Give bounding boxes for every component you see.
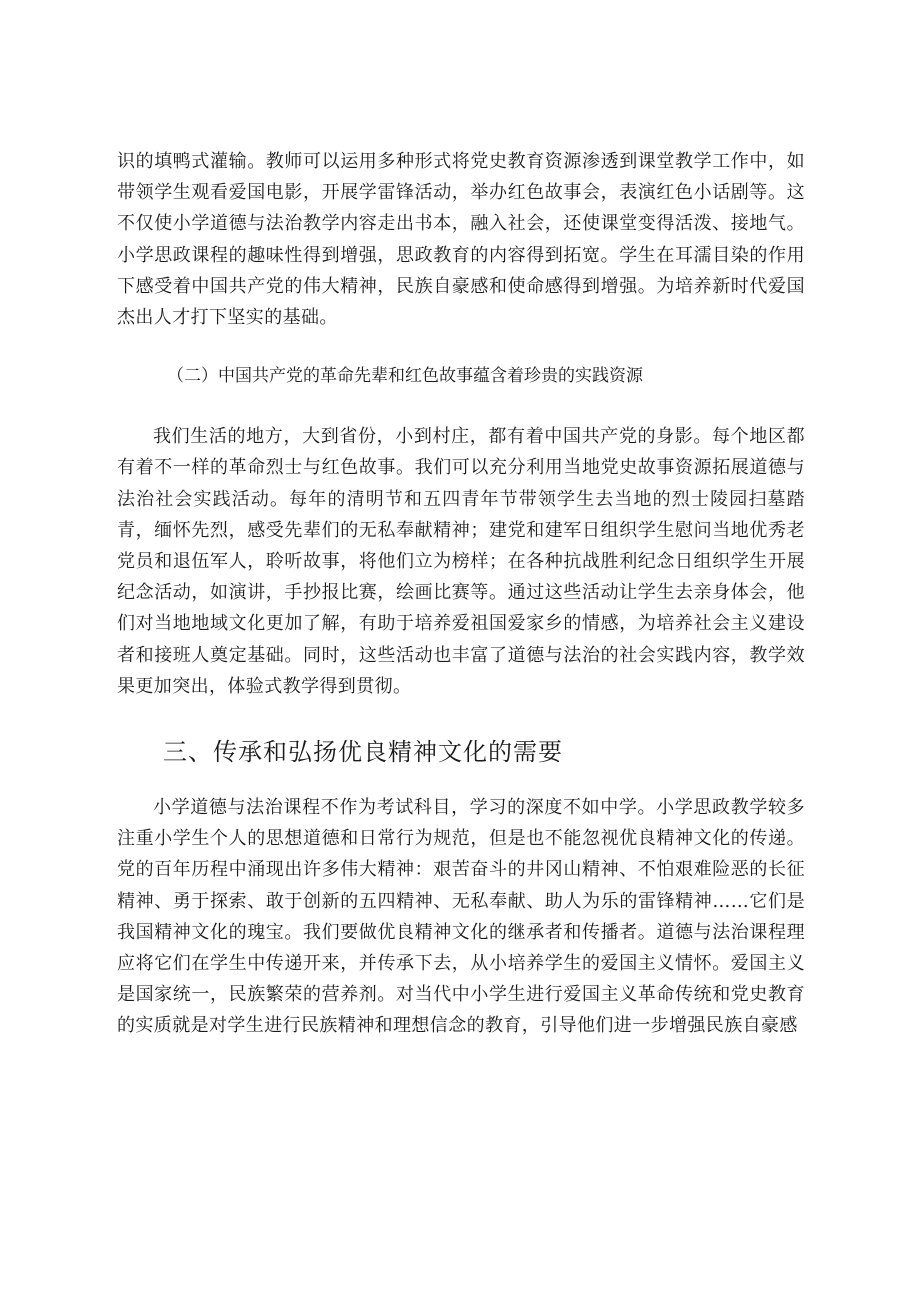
paragraph-spiritual-culture: 小学道德与法治课程不作为考试科目，学习的深度不如中学。小学思政教学较多注重小学生个人的思想道德和日常行为规范，但是也不能忽视优良精神文化的传递。党的百年历程中涌现出许多伟大精神：艰苦奋斗的井冈山精神、不怕艰难险恶的长征精神、勇于探索、敢于创新的五四精神、无私奉献、助人为乐的雷锋精神……它们是我国精神文化的瑰宝。我们要做优良精神文化的继承者和传播者。道德与法治课程理应将它们在学生中传递开来，并传承下去，从小培养学生的爱国主义情怀。爱国主义是国家统一，民族繁荣的营养剂。对当代中小学生进行爱国主义革命传统和党史教育的实质就是对学生进行民族精神和理想信念的教育，引导他们进一步增强民族自豪感: [117, 797, 805, 1037]
section-heading: 三、传承和弘扬优良精神文化的需要: [163, 738, 563, 767]
document-page: [117, 146, 805, 1042]
paragraph-practice-resources: 我们生活的地方，大到省份，小到村庄，都有着中国共产党的身影。每个地区都有着不一样的革命烈士与红色故事。我们可以充分利用当地党史故事资源拓展道德与法治社会实践活动。每年的清明节和五四青年节带领学生去当地的烈士陵园扫墓踏青，缅怀先烈，感受先辈们的无私奉献精神；建党和建军日组织学生慰问当地优秀老党员和退伍军人，聆听故事，将他们立为榜样；在各种抗战胜利纪念日组织学生开展纪念活动，如演讲，手抄报比赛，绘画比赛等。通过这些活动让学生去亲身体会，他们对当地地域文化更加了解，有助于培养爱祖国爱家乡的情感，为培养社会主义建设者和接班人奠定基础。同时，这些活动也丰富了道德与法治的社会实践内容，教学效果更加突出，体验式教学得到贯彻。: [117, 426, 805, 697]
subsection-heading: （二）中国共产党的革命先辈和红色故事蕴含着珍贵的实践资源: [167, 366, 643, 387]
paragraph-continuation: 识的填鸭式灌输。教师可以运用多种形式将党史教育资源渗透到课堂教学工作中，如带领学生观看爱国电影，开展学雷锋活动，举办红色故事会，表演红色小话剧等。这不仅使小学道德与法治教学内容走出书本，融入社会，还使课堂变得活泼、接地气。小学思政课程的趣味性得到增强，思政教育的内容得到拓宽。学生在耳濡目染的作用下感受着中国共产党的伟大精神，民族自豪感和使命感得到增强。为培养新时代爱国杰出人才打下坚实的基础。: [117, 151, 805, 329]
